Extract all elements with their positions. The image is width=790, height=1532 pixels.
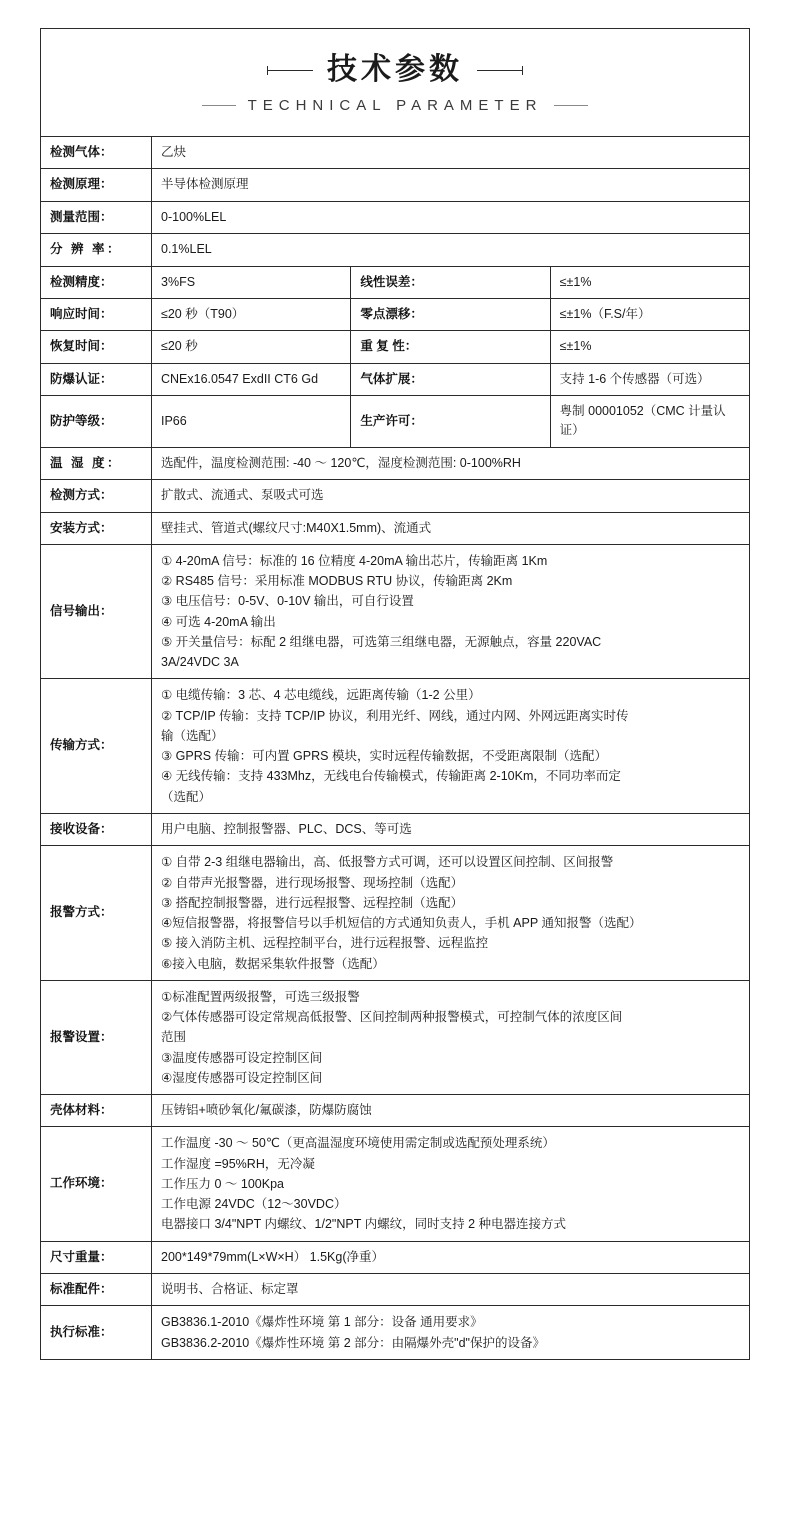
row-label-secondary: 生产许可： — [351, 396, 550, 448]
row-value: 扩散式、流通式、泵吸式可选 — [152, 480, 750, 512]
row-label: 响应时间： — [41, 298, 152, 330]
row-value-secondary: ≤±1% — [550, 331, 749, 363]
table-row — [41, 980, 750, 1094]
row-label: 报警方式： — [41, 846, 152, 981]
row-value: 乙炔 — [152, 137, 750, 169]
table-row — [41, 1274, 750, 1306]
subtitle-row — [202, 97, 589, 114]
table-row — [41, 169, 750, 201]
row-value-line: （选配） — [161, 789, 212, 804]
row-label: 工作环境： — [41, 1127, 152, 1241]
row-value-line: 输（选配） — [161, 728, 224, 743]
row-value-line: ④短信报警器，将报警信号以手机短信的方式通知负责人，手机 APP 通知报警（选配） — [161, 916, 642, 930]
row-value-line: 电器接口 3/4"NPT 内螺纹、1/2"NPT 内螺纹，同时支持 2 种电器连接方式 — [161, 1217, 566, 1232]
row-value-line: ④ 无线传输：支持 433Mhz，无线电台传输模式，传输距离 2-10Km，不同功率而定 — [161, 769, 621, 784]
row-value-multiline — [152, 679, 750, 814]
row-value-line: 3A/24VDC 3A — [161, 655, 239, 670]
row-value: 压铸铝+喷砂氧化/氟碳漆，防爆防腐蚀 — [152, 1095, 750, 1127]
row-value: 200*149*79mm(L×W×H） 1.5Kg(净重） — [152, 1241, 750, 1273]
row-value-line: ② 自带声光报警器，进行现场报警、现场控制（选配） — [161, 875, 464, 890]
row-value-line: ⑤ 接入消防主机、远程控制平台，进行远程报警、远程监控 — [161, 936, 489, 951]
subtitle-rule-left-icon — [202, 105, 236, 106]
row-value-line: ③ GPRS 传输：可内置 GPRS 模块，实时远程传输数据，不受距离限制（选配） — [161, 749, 607, 764]
row-value-multiline — [152, 544, 750, 679]
row-value-line: ① 自带 2-3 组继电器输出，高、低报警方式可调，还可以设置区间控制、区间报警 — [161, 855, 614, 870]
title-row — [267, 55, 523, 85]
table-row — [41, 396, 750, 448]
row-label-secondary: 线性误差： — [351, 266, 550, 298]
row-value-line: GB3836.2-2010《爆炸性环境 第 2 部分：由隔爆外壳"d"保护的设备》 — [161, 1335, 545, 1350]
spec-sheet-page — [0, 28, 790, 1532]
table-row — [41, 201, 750, 233]
row-label: 安装方式： — [41, 512, 152, 544]
table-row — [41, 447, 750, 479]
row-value: IP66 — [152, 396, 351, 448]
row-label: 执行标准： — [41, 1306, 152, 1360]
row-value: ≤20 秒 — [152, 331, 351, 363]
row-value-line: ②气体传感器可设定常规高低报警、区间控制两种报警模式，可控制气体的浓度区间 — [161, 1010, 623, 1024]
row-value-line: ③ 电压信号：0-5V、0-10V 输出，可自行设置 — [161, 594, 414, 609]
row-value-line: ⑥接入电脑，数据采集软件报警（选配） — [161, 956, 385, 971]
row-value-line: ④ 可选 4-20mA 输出 — [161, 614, 276, 629]
page-title: 技术参数 — [327, 53, 463, 86]
row-value: 3%FS — [152, 266, 351, 298]
row-value-multiline — [152, 846, 750, 981]
row-value-line: 工作电源 24VDC（12～30VDC） — [161, 1197, 347, 1212]
table-row — [41, 544, 750, 679]
row-label: 检测精度： — [41, 266, 152, 298]
table-row — [41, 331, 750, 363]
row-value-line: ① 4-20mA 信号：标准的 16 位精度 4-20mA 输出芯片，传输距离 1Km — [161, 553, 548, 568]
page-subtitle: TECHNICAL PARAMETER — [247, 97, 543, 114]
row-label: 检测气体： — [41, 137, 152, 169]
row-value-line: ⑤ 开关量信号：标配 2 组继电器，可选第三组继电器，无源触点，容量 220VAC — [161, 634, 602, 649]
row-label: 分 辨 率： — [41, 234, 152, 266]
row-value-secondary: 支持 1-6 个传感器（可选） — [550, 363, 749, 395]
title-rule-right-icon — [477, 70, 523, 71]
row-label: 标准配件： — [41, 1274, 152, 1306]
row-value: ≤20 秒（T90） — [152, 298, 351, 330]
table-row — [41, 813, 750, 845]
row-value-line: ④湿度传感器可设定控制区间 — [161, 1070, 323, 1085]
row-label: 接收设备： — [41, 813, 152, 845]
row-value-line: ① 电缆传输：3 芯、4 芯电缆线，远距离传输（1-2 公里） — [161, 688, 481, 703]
row-value-line: ③ 搭配控制报警器，进行远程报警、远程控制（选配） — [161, 895, 464, 910]
row-value-line: ③温度传感器可设定控制区间 — [161, 1050, 323, 1065]
row-label: 检测方式： — [41, 480, 152, 512]
row-value: 0-100%LEL — [152, 201, 750, 233]
row-label-secondary: 重 复 性： — [351, 331, 550, 363]
table-row — [41, 137, 750, 169]
row-value-line: 工作湿度 =95%RH，无冷凝 — [161, 1156, 315, 1171]
subtitle-rule-right-icon — [554, 105, 588, 106]
table-row — [41, 512, 750, 544]
table-row — [41, 266, 750, 298]
row-value: 壁挂式、管道式(螺纹尺寸:M40X1.5mm)、流通式 — [152, 512, 750, 544]
row-value-line: ② TCP/IP 传输：支持 TCP/IP 协议，利用光纤、网线，通过内网、外网远距离实时传 — [161, 708, 629, 723]
row-label: 恢复时间： — [41, 331, 152, 363]
row-label: 尺寸重量： — [41, 1241, 152, 1273]
row-value: CNEx16.0547 ExdII CT6 Gd — [152, 363, 351, 395]
row-label: 防护等级： — [41, 396, 152, 448]
table-row — [41, 846, 750, 981]
table-row — [41, 1127, 750, 1241]
row-value-multiline — [152, 1306, 750, 1360]
row-value: 用户电脑、控制报警器、PLC、DCS、等可选 — [152, 813, 750, 845]
row-label: 测量范围： — [41, 201, 152, 233]
row-value: 0.1%LEL — [152, 234, 750, 266]
table-row — [41, 1095, 750, 1127]
row-value-line: 范围 — [161, 1030, 187, 1045]
row-label: 检测原理： — [41, 169, 152, 201]
table-row — [41, 1241, 750, 1273]
row-label: 壳体材料： — [41, 1095, 152, 1127]
row-value-secondary: ≤±1%（F.S/年） — [550, 298, 749, 330]
row-label: 温 湿 度： — [41, 447, 152, 479]
row-value-secondary: 粤制 00001052（CMC 计量认证） — [550, 396, 749, 448]
row-label: 防爆认证： — [41, 363, 152, 395]
row-label-secondary: 气体扩展： — [351, 363, 550, 395]
row-value-line: ①标准配置两级报警，可选三级报警 — [161, 989, 360, 1004]
row-value-multiline — [152, 1127, 750, 1241]
table-row — [41, 679, 750, 814]
table-row — [41, 298, 750, 330]
table-row — [41, 480, 750, 512]
row-label-secondary: 零点漂移： — [351, 298, 550, 330]
row-value-line: GB3836.1-2010《爆炸性环境 第 1 部分：设备 通用要求》 — [161, 1315, 483, 1330]
table-row — [41, 234, 750, 266]
row-value: 说明书、合格证、标定罩 — [152, 1274, 750, 1306]
table-row — [41, 363, 750, 395]
row-value: 半导体检测原理 — [152, 169, 750, 201]
row-value-line: 工作温度 -30 ～ 50℃（更高温湿度环境使用需定制或选配预处理系统） — [161, 1136, 555, 1151]
row-value: 选配件，温度检测范围: -40 ～ 120℃，湿度检测范围: 0-100%RH — [152, 447, 750, 479]
row-label: 信号输出： — [41, 544, 152, 679]
specifications-table — [40, 136, 750, 1360]
row-value-line: ② RS485 信号：采用标准 MODBUS RTU 协议，传输距离 2Km — [161, 574, 513, 589]
table-row — [41, 1306, 750, 1360]
row-label: 传输方式： — [41, 679, 152, 814]
row-value-line: 工作压力 0 ～ 100Kpa — [161, 1176, 284, 1191]
title-rule-left-icon — [267, 70, 313, 71]
row-label: 报警设置： — [41, 980, 152, 1094]
page-header — [40, 28, 750, 136]
row-value-multiline — [152, 980, 750, 1094]
row-value-secondary: ≤±1% — [550, 266, 749, 298]
